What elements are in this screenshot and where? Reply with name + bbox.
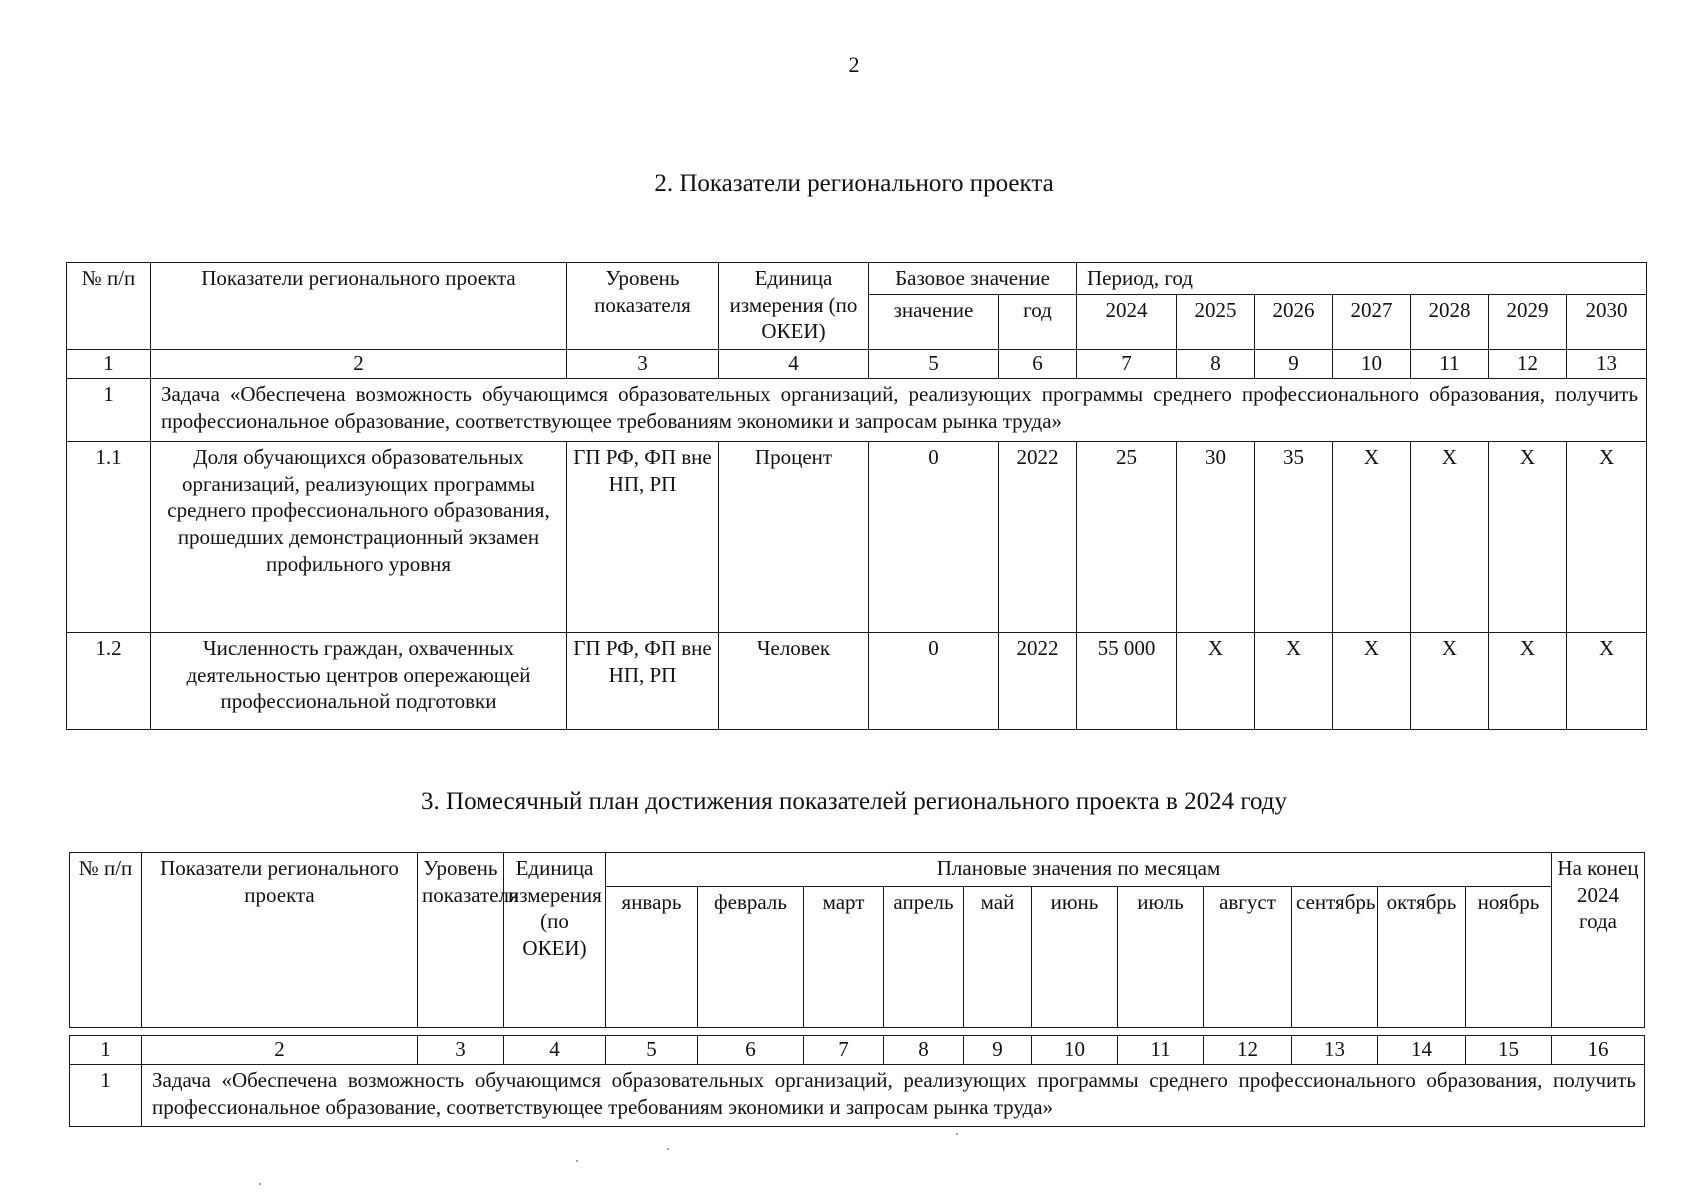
header-num: № п/п bbox=[70, 853, 142, 1028]
header-year: 2026 bbox=[1255, 295, 1333, 350]
row-year-value: 55 000 bbox=[1077, 633, 1177, 730]
column-number: 12 bbox=[1489, 350, 1567, 379]
section-3-title: 3. Помесячный план достижения показателей регионального проекта в 2024 году bbox=[421, 788, 1287, 815]
header-month: июнь bbox=[1032, 887, 1118, 1028]
row-year-value: X bbox=[1411, 633, 1489, 730]
row-unit: Процент bbox=[719, 442, 869, 633]
column-number: 7 bbox=[804, 1036, 884, 1065]
column-number: 5 bbox=[606, 1036, 698, 1065]
header-year-end: На конец 2024 года bbox=[1552, 853, 1645, 1028]
column-number: 4 bbox=[719, 350, 869, 379]
header-month: сентябрь bbox=[1292, 887, 1378, 1028]
header-month: август bbox=[1204, 887, 1292, 1028]
row-year-value: 25 bbox=[1077, 442, 1177, 633]
column-number: 13 bbox=[1567, 350, 1647, 379]
scan-speck bbox=[259, 1183, 261, 1185]
header-base-year: год bbox=[999, 295, 1077, 350]
table-row bbox=[67, 633, 1647, 730]
row-year-value: X bbox=[1333, 633, 1411, 730]
column-number: 2 bbox=[142, 1036, 418, 1065]
header-year: 2024 bbox=[1077, 295, 1177, 350]
row-year-value: 30 bbox=[1177, 442, 1255, 633]
row-base-year: 2022 bbox=[999, 442, 1077, 633]
column-number: 1 bbox=[70, 1036, 142, 1065]
row-base-value: 0 bbox=[869, 442, 999, 633]
row-year-value: X bbox=[1333, 442, 1411, 633]
header-month: июль bbox=[1118, 887, 1204, 1028]
header-year: 2029 bbox=[1489, 295, 1567, 350]
header-monthly-plan: Плановые значения по месяцам bbox=[606, 853, 1552, 887]
table-row bbox=[67, 442, 1647, 633]
row-year-value: X bbox=[1567, 442, 1647, 633]
header-base-value: значение bbox=[869, 295, 999, 350]
scan-speck bbox=[576, 1160, 578, 1162]
column-number: 6 bbox=[698, 1036, 804, 1065]
row-year-value: X bbox=[1411, 442, 1489, 633]
row-unit: Человек bbox=[719, 633, 869, 730]
header-year: 2028 bbox=[1411, 295, 1489, 350]
row-year-value: X bbox=[1489, 442, 1567, 633]
row-num: 1.2 bbox=[67, 633, 151, 730]
column-number: 10 bbox=[1333, 350, 1411, 379]
header-month: март bbox=[804, 887, 884, 1028]
column-number: 7 bbox=[1077, 350, 1177, 379]
column-number: 11 bbox=[1411, 350, 1489, 379]
header-indicator: Показатели регионального проекта bbox=[151, 263, 567, 350]
row-num: 1.1 bbox=[67, 442, 151, 633]
header-period: Период, год bbox=[1077, 263, 1647, 295]
row-indicator: Доля обучающихся образовательных организаций, реализующих программы среднего профессионального образования, прошедших демонстрационный экзамен профильного уровня bbox=[151, 442, 567, 633]
monthly-plan-body-table bbox=[69, 1035, 1645, 1127]
column-number: 1 bbox=[67, 350, 151, 379]
header-year: 2030 bbox=[1567, 295, 1647, 350]
row-year-value: X bbox=[1489, 633, 1567, 730]
column-number: 15 bbox=[1466, 1036, 1552, 1065]
header-unit: Единица измерения (по ОКЕИ) bbox=[504, 853, 606, 1028]
column-number: 10 bbox=[1032, 1036, 1118, 1065]
column-number: 4 bbox=[504, 1036, 606, 1065]
row-level: ГП РФ, ФП вне НП, РП bbox=[567, 633, 719, 730]
row-year-value: 35 bbox=[1255, 442, 1333, 633]
task-text: Задача «Обеспечена возможность обучающимся образовательных организаций, реализующих программы среднего профессионального образования, получить профессиональное образование, соответствующее требованиям экономики и запросам рынка труда» bbox=[151, 379, 1647, 442]
column-number: 12 bbox=[1204, 1036, 1292, 1065]
column-number: 3 bbox=[418, 1036, 504, 1065]
column-number: 9 bbox=[964, 1036, 1032, 1065]
task-num: 1 bbox=[70, 1065, 142, 1127]
header-unit: Единица измерения (по ОКЕИ) bbox=[719, 263, 869, 350]
page-number: 2 bbox=[848, 52, 860, 77]
row-year-value: X bbox=[1255, 633, 1333, 730]
header-month: апрель bbox=[884, 887, 964, 1028]
header-base: Базовое значение bbox=[869, 263, 1077, 295]
header-indicator: Показатели регионального проекта bbox=[142, 853, 418, 1028]
header-month: ноябрь bbox=[1466, 887, 1552, 1028]
column-number: 16 bbox=[1552, 1036, 1645, 1065]
header-level: Уровень показателя bbox=[418, 853, 504, 1028]
column-number: 13 bbox=[1292, 1036, 1378, 1065]
column-number: 8 bbox=[1177, 350, 1255, 379]
column-number: 11 bbox=[1118, 1036, 1204, 1065]
header-month: октябрь bbox=[1378, 887, 1466, 1028]
column-number: 14 bbox=[1378, 1036, 1466, 1065]
column-number: 6 bbox=[999, 350, 1077, 379]
row-year-value: X bbox=[1177, 633, 1255, 730]
column-number: 9 bbox=[1255, 350, 1333, 379]
header-month: январь bbox=[606, 887, 698, 1028]
row-indicator: Численность граждан, охваченных деятельностью центров опережающей профессиональной подготовки bbox=[151, 633, 567, 730]
task-text: Задача «Обеспечена возможность обучающимся образовательных организаций, реализующих программы среднего профессионального образования, получить профессиональное образование, соответствующее требованиям экономики и запросам рынка труда» bbox=[142, 1065, 1645, 1127]
header-level: Уровень показателя bbox=[567, 263, 719, 350]
header-month: февраль bbox=[698, 887, 804, 1028]
indicators-table bbox=[66, 262, 1647, 730]
row-base-year: 2022 bbox=[999, 633, 1077, 730]
column-number: 8 bbox=[884, 1036, 964, 1065]
row-level: ГП РФ, ФП вне НП, РП bbox=[567, 442, 719, 633]
monthly-plan-header-table bbox=[69, 852, 1645, 1028]
header-num: № п/п bbox=[67, 263, 151, 350]
scan-speck bbox=[956, 1133, 958, 1135]
section-2-title: 2. Показатели регионального проекта bbox=[654, 170, 1054, 197]
column-number: 3 bbox=[567, 350, 719, 379]
scan-speck bbox=[667, 1148, 669, 1150]
column-number: 2 bbox=[151, 350, 567, 379]
task-num: 1 bbox=[67, 379, 151, 442]
row-base-value: 0 bbox=[869, 633, 999, 730]
header-year: 2025 bbox=[1177, 295, 1255, 350]
header-month: май bbox=[964, 887, 1032, 1028]
column-number: 5 bbox=[869, 350, 999, 379]
row-year-value: X bbox=[1567, 633, 1647, 730]
header-year: 2027 bbox=[1333, 295, 1411, 350]
